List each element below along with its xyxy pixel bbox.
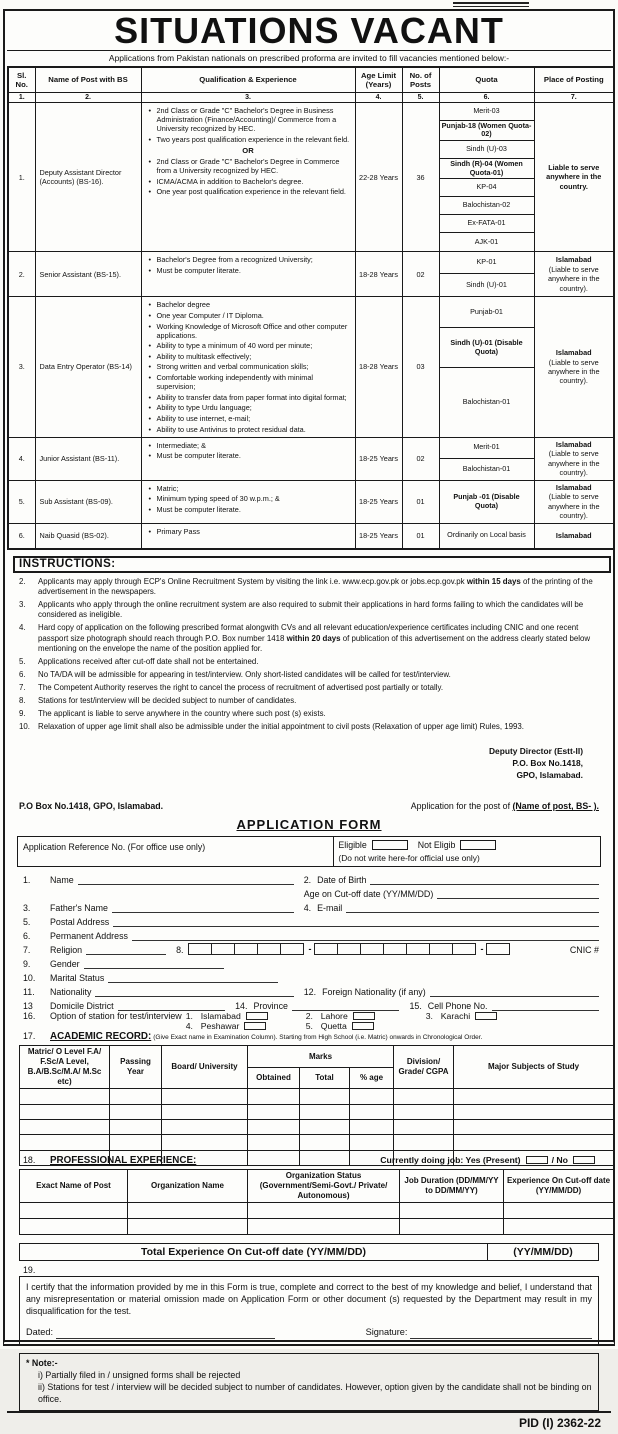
academic-empty-row <box>20 1089 614 1104</box>
father-line <box>112 903 294 913</box>
quota-cell: Sindh (R)-04 (Women Quota-01) <box>440 159 534 179</box>
cnic-digit-box <box>188 943 212 955</box>
instruction-number: 8. <box>19 695 26 705</box>
cell-sl: 4. <box>8 437 35 480</box>
academic-record-heading: 17. ACADEMIC RECORD: (Give Exact name in Examination Column). Starting from High School (i.e. Matric) onwards in Chronological Order. <box>23 1031 483 1043</box>
col-exam: Matric/ O Level F.A/ F.Sc/A Level, B.A/B.Sc/M.A/ M.Sc etc) <box>20 1046 110 1089</box>
cell-qualification <box>141 297 355 437</box>
cell-qualification <box>141 252 355 297</box>
place-main: Islamabad <box>555 482 592 492</box>
signoff-pobox: P.O. Box No.1418, <box>512 757 583 768</box>
qualification-item: • Ability to use Antivirus to protect residual data. <box>157 425 351 434</box>
instruction-item <box>19 696 601 706</box>
province-label: Province <box>253 1001 288 1012</box>
name-label: Name <box>50 875 74 886</box>
instruction-number: 5. <box>19 657 26 667</box>
instruction-item <box>19 709 601 719</box>
domicile-line <box>118 1001 225 1011</box>
col-division: Division/ Grade/ CGPA <box>394 1046 454 1089</box>
pid-number: PID (I) 2362-22 <box>7 1411 611 1434</box>
note-box <box>19 1353 599 1411</box>
cell-post: Naib Quasid (BS-02). <box>35 523 141 549</box>
cell-age: 18-25 Years <box>355 437 402 480</box>
col-board: Board/ University <box>162 1046 248 1089</box>
col-header-age: Age Limit (Years) <box>355 67 402 93</box>
certification-box <box>19 1276 599 1345</box>
cell-age: 18-25 Years <box>355 480 402 523</box>
eligibility-box <box>333 837 600 866</box>
colnum: 7. <box>534 92 614 102</box>
instruction-text: The applicant is liable to serve anywhere in the country where such post (s) exists. <box>38 708 326 718</box>
qualification-item: • Comfortable working independently with minimal supervision; <box>157 373 351 391</box>
signoff-city: GPO, Islamabad. <box>516 770 583 781</box>
cell-quota <box>439 102 534 252</box>
qualification-item: • Must be computer literate. <box>157 505 351 514</box>
vacancy-table <box>7 66 615 550</box>
cell-age: 18-28 Years <box>355 252 402 297</box>
qualification-item: • Ability to type Urdu language; <box>157 403 351 412</box>
cell-post: Deputy Assistant Director (Accounts) (BS-16). <box>35 102 141 252</box>
quota-cell: KP-04 <box>440 179 534 197</box>
quota-cell: Balochistan-02 <box>440 197 534 215</box>
marital-label: Marital Status <box>50 973 105 984</box>
cell-posts: 36 <box>402 102 439 252</box>
col-percentage: % age <box>350 1067 394 1089</box>
cnic-digit-box <box>383 943 407 955</box>
quota-cell: AJK-01 <box>474 236 499 246</box>
cell-phone-line <box>492 1001 599 1011</box>
vacancy-row-6 <box>8 523 614 549</box>
qualification-item: • Ability to multitask effectively; <box>157 352 351 361</box>
cell-place <box>534 480 614 523</box>
note-heading: * Note:- <box>26 1357 58 1368</box>
note-item-ii: ii) Stations for test / interview will be decided subject to number of candidates. However, option given by the candidate shall not be binding on office. <box>38 1381 592 1404</box>
nationality-line <box>95 987 293 997</box>
cell-age: 18-25 Years <box>355 523 402 549</box>
cnic-digit-box <box>360 943 384 955</box>
signoff-block <box>7 745 583 782</box>
qualification-item: • Ability to use internet, e-mail; <box>157 414 351 423</box>
cnic-digit-box <box>406 943 430 955</box>
permanent-line <box>132 931 599 941</box>
colnum: 4. <box>355 92 402 102</box>
cell-quota <box>439 523 534 549</box>
instruction-text: Stations for test/interview will be decided subject to number of candidates. <box>38 695 297 705</box>
academic-empty-row <box>20 1135 614 1150</box>
professional-experience-heading: 18. PROFESSIONAL EXPERIENCE: Currently doing job: Yes (Present) / No <box>23 1155 599 1166</box>
signoff-title: Deputy Director (Estt-II) <box>489 745 583 756</box>
dob-label: Date of Birth <box>317 875 367 886</box>
instruction-text: Applications received after cut-off date shall not be entertained. <box>38 657 259 667</box>
col-subjects: Major Subjects of Study <box>454 1046 614 1089</box>
instruction-item <box>19 600 601 621</box>
advertisement-page <box>3 9 615 1430</box>
academic-empty-row <box>20 1104 614 1119</box>
dob-line <box>370 875 599 885</box>
name-line <box>78 875 294 885</box>
place-sub: (Liable to serve anywhere in the country). <box>547 449 600 478</box>
station-lahore: 2. Lahore <box>306 1011 426 1021</box>
quota-cell: Punjab -01 (Disable Quota) <box>453 492 520 510</box>
cell-place <box>534 437 614 480</box>
reference-box <box>17 836 601 867</box>
place-main: Islamabad <box>555 255 592 265</box>
quota-cell: Ex-FATA-01 <box>440 215 534 233</box>
quota-cell: Sindh (U)-01 <box>466 279 507 289</box>
cell-posts: 01 <box>402 523 439 549</box>
domicile-label: Domicile District <box>50 1001 114 1012</box>
instruction-number: 7. <box>19 683 26 692</box>
academic-record-title: ACADEMIC RECORD: <box>50 1031 152 1043</box>
col-header-qual: Qualification & Experience <box>141 67 355 93</box>
academic-record-note: (Give Exact name in Examination Column). Starting from High School (i.e. Matric) onwards in Chronological Order. <box>153 1034 483 1042</box>
instruction-text: Relaxation of upper age limit shall also be admissible under the initial appointment to civil posts (Relaxation of upper age limit) Rules, 1993. <box>38 721 524 731</box>
vacancy-row-5 <box>8 480 614 523</box>
cnic-digit-box <box>257 943 281 955</box>
qualification-item: • Ability to type a minimum of 40 word per minute; <box>157 341 351 350</box>
signature-row <box>26 1326 592 1338</box>
instructions-list <box>7 577 611 735</box>
application-form-title: APPLICATION FORM <box>236 817 382 833</box>
item-19-number: 19. <box>23 1265 36 1276</box>
cell-quota <box>439 480 534 523</box>
signature-line <box>410 1329 592 1339</box>
total-experience-strip <box>19 1243 599 1261</box>
cell-qualification <box>141 437 355 480</box>
eligible-label: Eligible <box>338 840 367 851</box>
professional-experience-title: PROFESSIONAL EXPERIENCE: <box>50 1155 197 1167</box>
cell-post: Junior Assistant (BS-11). <box>35 437 141 480</box>
currently-doing-job: Currently doing job: Yes (Present) / No <box>380 1155 599 1165</box>
quota-cell: Sindh (U)-03 <box>440 141 534 159</box>
quota-cell: Punjab-01 <box>440 297 534 328</box>
religion-line <box>86 945 166 955</box>
quota-cell: Ordinarily on Local basis <box>447 530 526 540</box>
vacancy-row-1 <box>8 102 614 252</box>
cell-place <box>534 102 614 252</box>
cnic-digit-box <box>452 943 476 955</box>
quota-cell: Punjab-18 (Women Quota-02) <box>440 121 534 141</box>
foreign-nationality-line <box>430 987 599 997</box>
cell-post: Senior Assistant (BS-15). <box>35 252 141 297</box>
religion-label: Religion <box>50 945 83 956</box>
dated-label: Dated: <box>26 1327 54 1338</box>
cnic-digit-box <box>314 943 338 955</box>
place-main: Islamabad <box>555 348 592 358</box>
qualification-item: • 2nd Class or Grade "C" Bachelor's Degree in Business Administration (Finance/Accounting)/ Commerce from a University recognized by HEC. <box>157 106 351 133</box>
cnic-digit-box <box>211 943 235 955</box>
instruction-text: of publication of this advertisement on the address clearly stated below mentioning on the envelope the name of the position applied for. <box>38 633 591 654</box>
form-row-11-12: 11. Nationality 12. Foreign Nationality (if any) <box>23 983 599 997</box>
form-row-age <box>23 885 599 899</box>
cell-qualification <box>141 480 355 523</box>
cnic-label: CNIC # <box>569 945 599 956</box>
cnic-digit-box <box>429 943 453 955</box>
station-islamabad: 1. Islamabad <box>186 1011 306 1021</box>
qualification-item: • Minimum typing speed of 30 w.p.m.; & <box>157 494 351 503</box>
not-eligible-checkbox <box>460 840 496 850</box>
instruction-number: 3. <box>19 600 26 610</box>
quota-cell: Balochistan-01 <box>462 397 511 406</box>
qualification-item: • Primary Pass <box>157 527 351 536</box>
cell-qualification <box>141 523 355 549</box>
not-eligible-label: Not Eligib <box>417 840 456 851</box>
postal-label: Postal Address <box>50 917 110 928</box>
qualification-item: • One year Computer / IT Diploma. <box>157 311 351 320</box>
province-line <box>292 1001 399 1011</box>
application-for-post: Application for the post of (Name of post, BS- ). <box>410 801 599 812</box>
vacancy-row-4 <box>8 437 614 480</box>
instruction-text: Hard copy of application on the following prescribed format alongwith CVs and all relevant education/experience certificates including CNIC and one recent passport size photograph should reach through P.O. Box number 1418 <box>38 623 579 643</box>
station-quetta: 5. Quetta <box>306 1021 426 1031</box>
instruction-text: of the printing of the advertisement in the newspapers. <box>38 576 593 597</box>
cell-quota <box>439 437 534 480</box>
col-exact-post: Exact Name of Post <box>20 1170 128 1203</box>
qualification-item: • Working Knowledge of Microsoft Office and other computer applications. <box>157 322 351 340</box>
age-cutoff-label: Age on Cut-off date (YY/MM/DD) <box>303 889 434 900</box>
form-row-6: 6. Permanent Address <box>23 927 599 941</box>
email-label: E-mail <box>317 903 343 914</box>
official-use-note: (Do not write here-for official use only) <box>338 853 480 864</box>
instruction-number: 6. <box>19 670 26 680</box>
qualification-item: • Ability to transfer data from paper format into digital format; <box>157 393 351 402</box>
karachi-checkbox <box>475 1012 497 1020</box>
col-experience: Experience On Cut-off date (YY/MM/DD) <box>504 1170 614 1203</box>
form-row-7-8: 7. Religion 8. - - CNIC # <box>23 944 599 956</box>
title-band <box>7 11 611 51</box>
cnic-digit-box <box>337 943 361 955</box>
reference-label: Application Reference No. (For office use only) <box>23 842 206 853</box>
instruction-number: 2. <box>19 576 26 586</box>
instruction-text: The Competent Authority reserves the right to cancel the process of recruitment of advertised post partially or totally. <box>38 683 444 692</box>
email-line <box>346 903 599 913</box>
postal-line <box>113 917 599 927</box>
qualification-list <box>157 106 351 144</box>
place-main: Islamabad <box>555 530 592 540</box>
cnic-digit-box <box>234 943 258 955</box>
instruction-item <box>19 722 601 732</box>
cell-phone-label: Cell Phone No. <box>427 1001 488 1012</box>
pobox-address: P.O Box No.1418, GPO, Islamabad. <box>19 801 164 812</box>
cell-age: 18-28 Years <box>355 297 402 437</box>
instruction-item <box>19 623 601 654</box>
form-row-13-14-15: 13 Domicile District 14. Province 15. Cell Phone No. <box>23 997 599 1011</box>
qualification-list <box>157 157 351 196</box>
col-header-post: Name of Post with BS <box>35 67 141 93</box>
instruction-item <box>19 657 601 667</box>
cell-place <box>534 252 614 297</box>
vacancy-row-3 <box>8 297 614 437</box>
permanent-label: Permanent Address <box>50 931 128 942</box>
foreign-nationality-label: Foreign Nationality (if any) <box>322 987 426 998</box>
cell-age: 22-28 Years <box>355 102 402 252</box>
colnum: 6. <box>439 92 534 102</box>
qualification-item: • Intermediate; & <box>157 441 351 450</box>
cell-post: Sub Assistant (BS-09). <box>35 480 141 523</box>
cell-sl: 3. <box>8 297 35 437</box>
cell-posts: 02 <box>402 252 439 297</box>
colnum: 2. <box>35 92 141 102</box>
instruction-text: Applicants who apply through the online recruitment system are also required to submit their applications in hard forms failing to which the candidates will be considered as ineligible. <box>38 600 584 620</box>
page-title: SITUATIONS VACANT <box>114 10 504 51</box>
total-experience-value: (YY/MM/DD) <box>513 1246 573 1259</box>
cell-place <box>534 297 614 437</box>
quota-cell: Balochistan-01 <box>462 463 511 473</box>
place-main: Islamabad <box>555 439 592 449</box>
instruction-bold: within 15 days <box>466 576 521 586</box>
vacancy-row-2 <box>8 252 614 297</box>
signature-label: Signature: <box>365 1327 408 1338</box>
father-label: Father's Name <box>50 903 108 914</box>
col-total: Total <box>300 1067 350 1089</box>
cell-qualification <box>141 102 355 252</box>
instruction-text: Applicants may apply through ECP's Online Recruitment System by visiting the link i.e. www.ecp.gov.pk or jobs.ecp.gov.pk <box>38 576 467 586</box>
instruction-item <box>19 577 601 598</box>
qualification-item: • ICMA/ACMA in addition to Bachelor's degree. <box>157 177 351 186</box>
qualification-item: • 2nd Class or Grade "C" Bachelor's Degree in Commerce from a University recognized by HEC. <box>157 157 351 175</box>
or-separator: OR <box>242 145 254 155</box>
qualification-item: • Two years post qualification experience in the relevant field. <box>157 135 351 144</box>
instruction-number: 10. <box>19 721 30 731</box>
instruction-number: 9. <box>19 708 26 718</box>
col-duration: Job Duration (DD/MM/YY to DD/MM/YY) <box>400 1170 504 1203</box>
col-header-sl: Sl. No. <box>8 67 35 93</box>
qualification-item: • Bachelor degree <box>157 300 351 309</box>
place-sub: (Liable to serve anywhere in the country). <box>547 492 600 521</box>
station-peshawar: 4. Peshawar <box>186 1021 306 1031</box>
qualification-item: • Must be computer literate. <box>157 451 351 460</box>
experience-empty-row <box>20 1219 614 1235</box>
quota-cell: Merit-03 <box>440 103 534 121</box>
cell-post: Data Entry Operator (BS-14) <box>35 297 141 437</box>
quota-cell: Merit-01 <box>440 438 534 459</box>
note-item-i: i) Partially filed in / unsigned forms shall be rejected <box>38 1369 241 1380</box>
place-sub: (Liable to serve anywhere in the country). <box>547 357 600 386</box>
form-row-5: 5. Postal Address <box>23 913 599 927</box>
peshawar-checkbox <box>244 1022 266 1030</box>
address-row <box>19 801 599 811</box>
qualification-item: • Strong written and verbal communication skills; <box>157 362 351 371</box>
cell-place <box>534 523 614 549</box>
place-main: Liable to serve anywhere in the country. <box>546 162 602 191</box>
cell-sl: 6. <box>8 523 35 549</box>
qualification-item: • Bachelor's Degree from a recognized University; <box>157 255 351 264</box>
cell-sl: 2. <box>8 252 35 297</box>
nationality-label: Nationality <box>50 987 92 998</box>
instruction-item <box>19 683 601 693</box>
age-cutoff-line <box>437 889 599 899</box>
total-experience-label: Total Experience On Cut-off date (YY/MM/DD) <box>20 1244 488 1260</box>
colnum: 5. <box>402 92 439 102</box>
cell-posts: 03 <box>402 297 439 437</box>
place-sub: (Liable to serve anywhere in the country). <box>547 264 600 293</box>
col-passing-year: Passing Year <box>110 1046 162 1089</box>
colnum: 3. <box>141 92 355 102</box>
cell-quota <box>439 252 534 297</box>
column-number-row <box>8 92 614 102</box>
cell-posts: 02 <box>402 437 439 480</box>
cell-quota <box>439 297 534 437</box>
col-org-status: Organization Status (Government/Semi-Govt./ Private/ Autonomous) <box>248 1170 400 1203</box>
islamabad-checkbox <box>246 1012 268 1020</box>
cell-sl: 5. <box>8 480 35 523</box>
lahore-checkbox <box>353 1012 375 1020</box>
experience-table <box>19 1169 614 1235</box>
academic-empty-row <box>20 1120 614 1135</box>
col-obtained: Obtained <box>248 1067 300 1089</box>
col-header-place: Place of Posting <box>534 67 614 93</box>
cell-sl: 1. <box>8 102 35 252</box>
colnum: 1. <box>8 92 35 102</box>
job-no-checkbox <box>573 1156 595 1164</box>
station-options <box>186 1011 546 1031</box>
instruction-bold: within 20 days <box>286 633 341 643</box>
form-row-16: 16. Option of station for test/interview 1. Islamabad 2. Lahore 3. Karachi 4. Peshawar 5. Quetta <box>23 1011 599 1025</box>
experience-empty-row <box>20 1203 614 1219</box>
qualification-item: • Must be computer literate. <box>157 266 351 275</box>
quota-cell: Sindh (U)-01 (Disable Quota) <box>440 328 534 368</box>
quetta-checkbox <box>352 1022 374 1030</box>
instruction-item <box>19 670 601 680</box>
cnic-digit-box <box>486 943 510 955</box>
quota-cell: KP-01 <box>440 252 534 274</box>
form-row-10: 10. Marital Status <box>23 969 599 983</box>
eligible-checkbox <box>372 840 408 850</box>
form-row-1: 1. Name 2. Date of Birth <box>23 871 599 885</box>
vacancy-header-row <box>8 67 614 93</box>
col-header-quota: Quota <box>439 67 534 93</box>
cell-posts: 01 <box>402 480 439 523</box>
instruction-text: No TA/DA will be admissible for appearing in test/interview. Only short-listed candidates will be called for test/interview. <box>38 670 451 680</box>
instruction-number: 4. <box>19 623 26 633</box>
form-row-9: 9. Gender <box>23 955 599 969</box>
instructions-heading: INSTRUCTIONS: <box>13 556 611 573</box>
station-karachi: 3. Karachi <box>426 1011 546 1021</box>
cnic-digit-box <box>280 943 304 955</box>
job-yes-checkbox <box>526 1156 548 1164</box>
qualification-item: • One year post qualification experience in the relevant field. <box>157 187 351 196</box>
col-header-posts: No. of Posts <box>402 67 439 93</box>
station-option-label: Option of station for test/interview <box>50 1011 182 1022</box>
form-row-3: 3. Father's Name 4. E-mail <box>23 899 599 913</box>
col-marks: Marks <box>248 1046 394 1068</box>
cnic-boxes: - - <box>189 943 510 955</box>
dated-line <box>56 1329 275 1339</box>
scan-marks <box>3 2 615 9</box>
gender-label: Gender <box>50 959 80 970</box>
gender-line <box>84 959 224 969</box>
certification-text: I certify that the information provided by me in this Form is true, complete and correct to the best of my knowledge and belief, I understand that any misrepresentation or material omission made on Application Form or other document (s) requested by the Department may result in my disqualification for the test. <box>26 1282 592 1317</box>
marital-line <box>108 973 278 983</box>
subtitle: Applications from Pakistan nationals on prescribed proforma are invited to fill vacancies mentioned below:- <box>108 52 510 63</box>
academic-table <box>19 1045 614 1149</box>
col-organization: Organization Name <box>128 1170 248 1203</box>
qualification-item: • Matric; <box>157 484 351 493</box>
